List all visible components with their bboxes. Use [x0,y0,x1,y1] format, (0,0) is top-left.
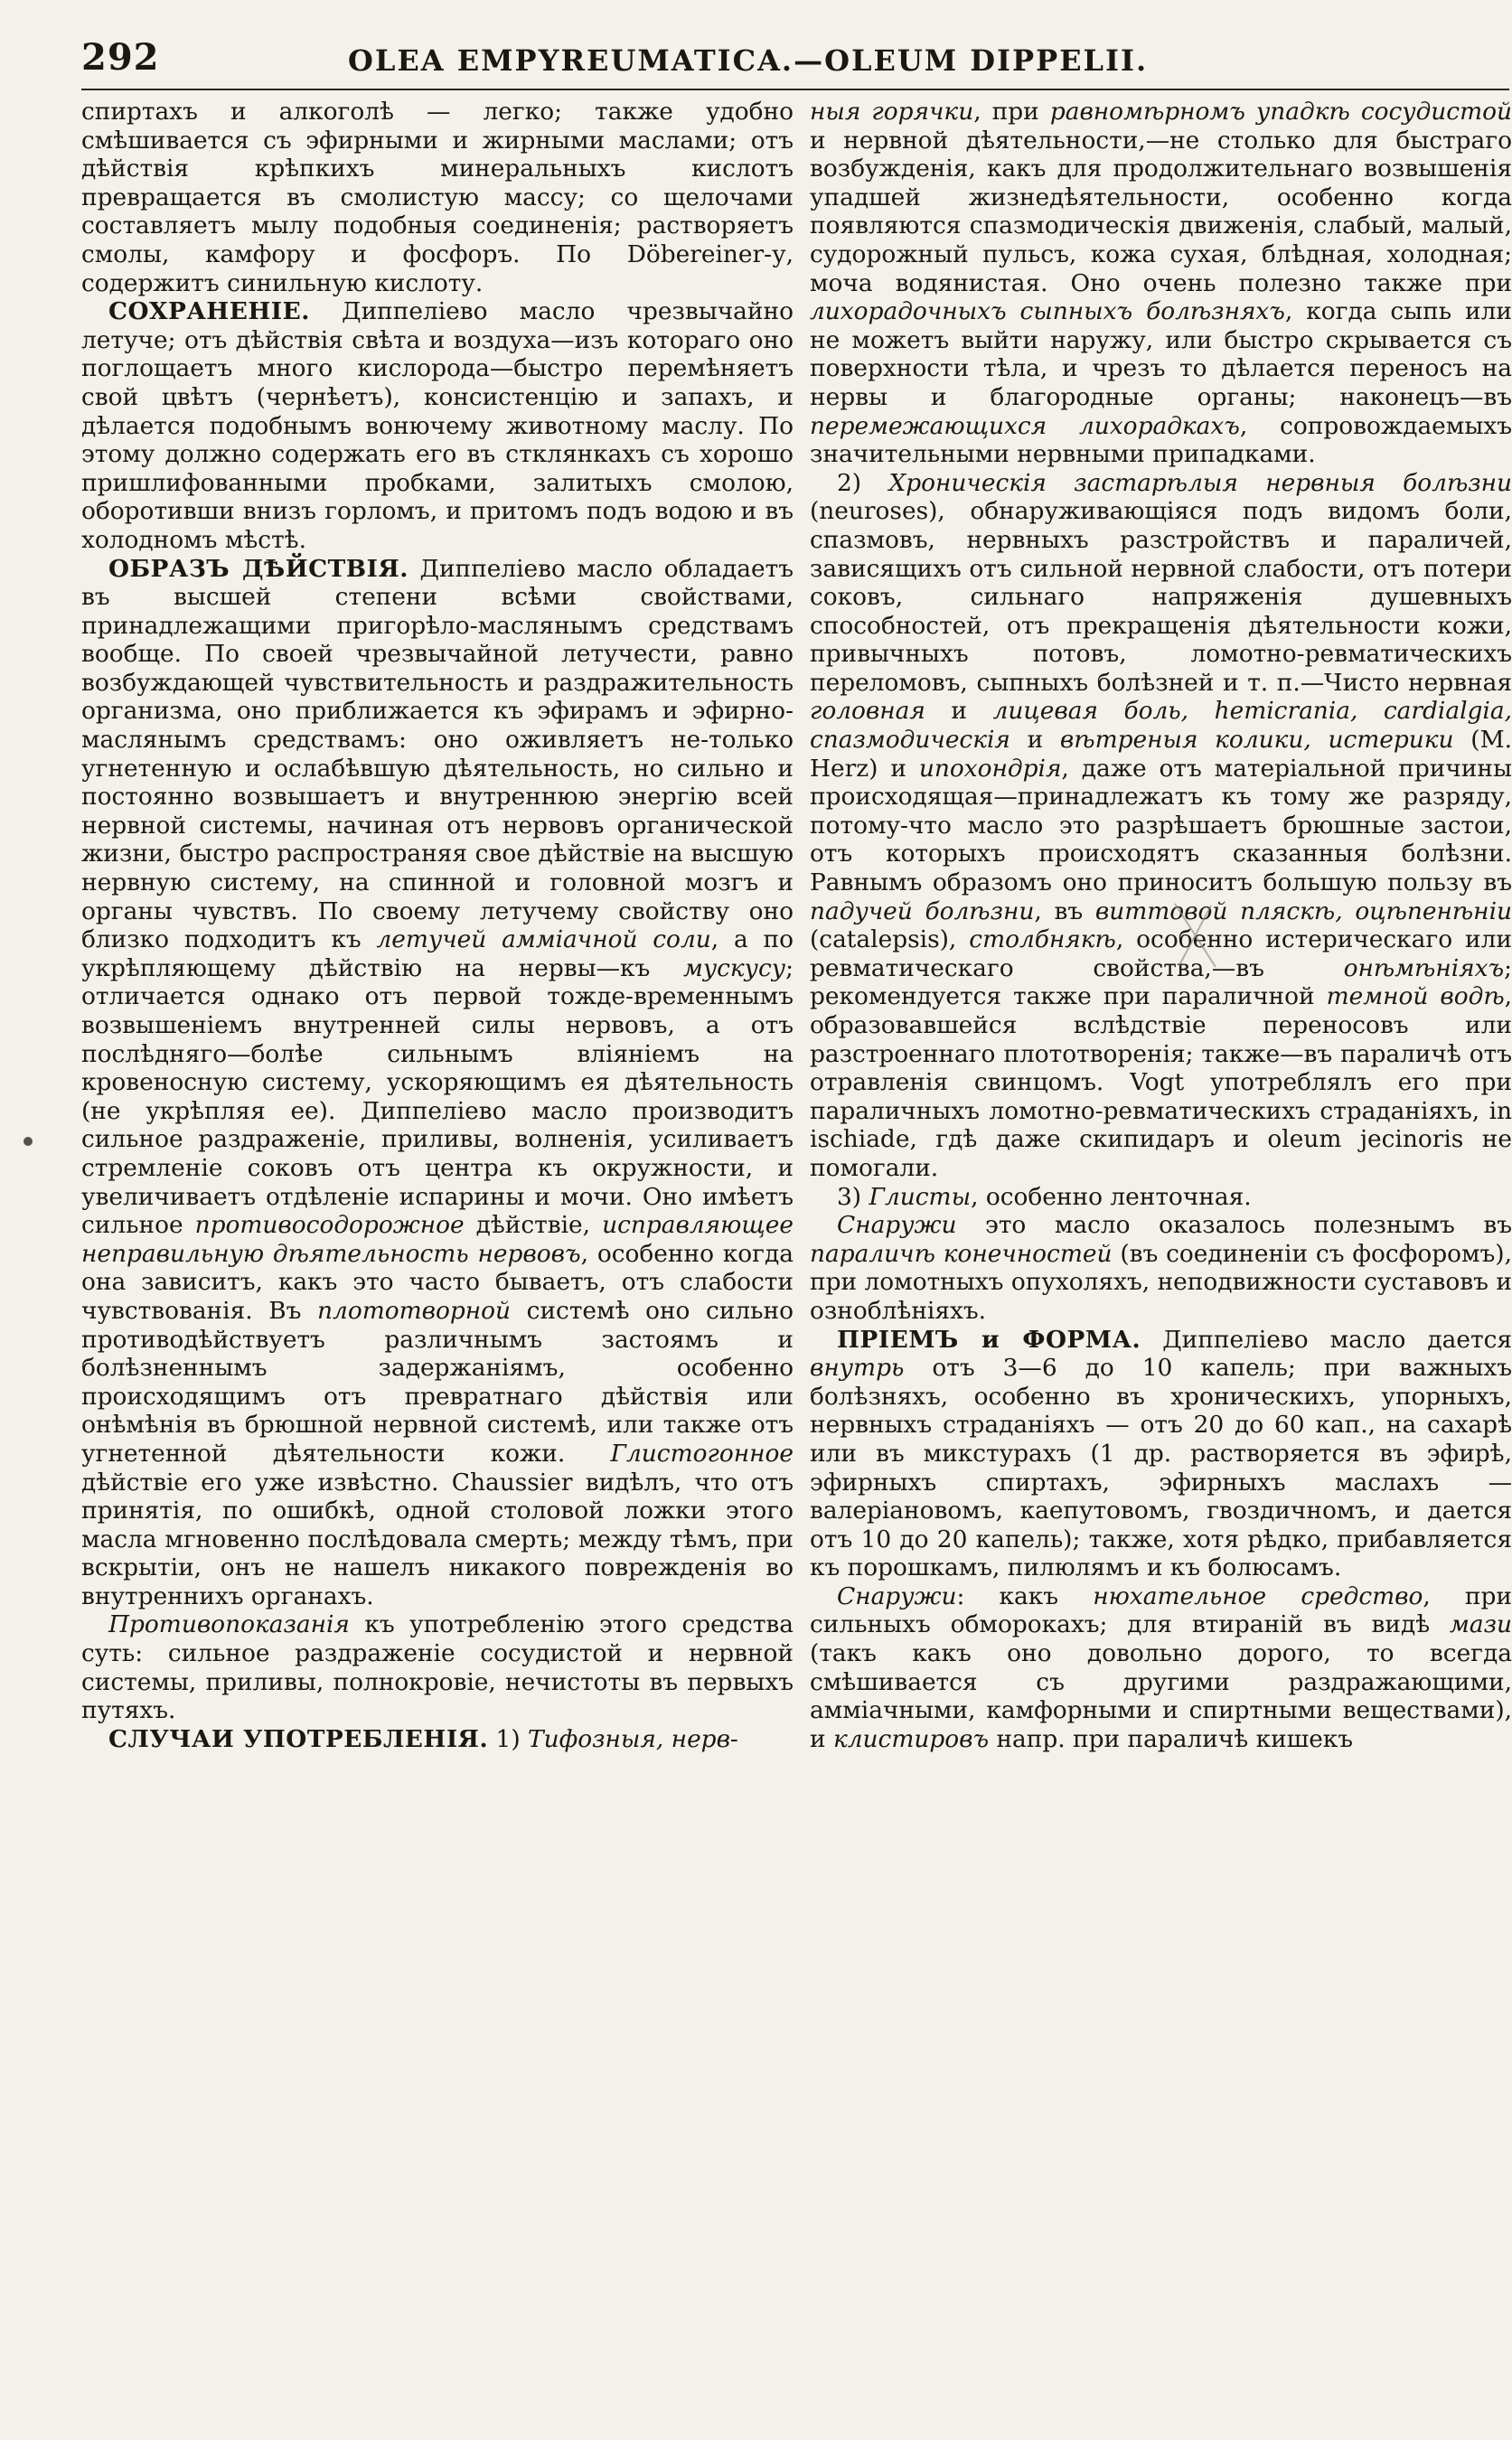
section-heading-uses: СЛУЧАИ УПОТРЕБЛЕНІЯ. [108,1724,489,1753]
right-column [810,98,1512,2425]
page-number: 292 [81,36,160,79]
paragraph-properties: спиртахъ и алкоголѣ — легко; также удобно смѣшивается съ эфирными и жирными маслами; отъ дѣйствія крѣпкихъ минеральныхъ кислотъ превращается въ смолистую массу; со щелочами составляетъ мылу подобныя соединенія; растворяетъ смолы, камфору и фосфоръ. По Döbereiner-у, содержитъ синильную кислоту. [81,98,794,297]
running-title: OLEA EMPYREUMATICA.—OLEUM DIPPELII. [348,43,1149,78]
left-column [81,98,794,2425]
header-rule [81,89,1509,90]
paragraph-worms: 3) Глисты, особенно ленточная. [837,1182,1252,1211]
paragraph-chronic-nervous: 2) Хроническія застарѣлыя нервныя болѣзни (neuroses), обнаруживающіяся подъ видомъ боли, спазмовъ, нервныхъ разстройствъ и параличей, зависящихъ отъ сильной нервной слабости, отъ потери соковъ, сильнаго напряженія душевныхъ способностей, отъ прекращенія дѣятельности кожи, привычныхъ потовъ, ломотно-ревматическихъ переломовъ, сыпныхъ болѣзней и т. п.—Чисто нервная головная и лицевая боль, hemicrania, cardialgia, спазмодическія и вѣтреныя колики, истерики (M. Herz) и ипохондрія, даже отъ матеріальной причины происходящая—принадлежатъ къ тому же разряду, потому-что масло это разрѣшаетъ брюшные застои, отъ которыхъ происходятъ сказанныя болѣзни. Равнымъ образомъ оно приноситъ большую пользу въ падучей болѣзни, въ виттовой пляскѣ, оцѣпенѣніи (catalepsis), столбнякѣ, особенно истерическаго или ревматическаго свойства,—въ онѣмѣніяхъ; рекомендуется также при параличной темной водѣ, образовавшейся вслѣдствіе переносовъ или разстроеннаго плототворенія; также—въ параличѣ отъ отравленія свинцомъ. Vogt употреблялъ его при параличныхъ ломотно-ревматическихъ страданіяхъ, in ischiade, гдѣ даже скипидаръ и oleum jecinoris не помогали. [810,468,1512,1182]
pencil-mark-icon [1166,895,1229,976]
paragraph-storage: СОХРАНЕНІЕ. Диппеліево масло чрезвычайно летуче; отъ дѣйствія свѣта и воздуха—изъ котораго оно поглощаетъ много кислорода—быстро перемѣняетъ свой цвѣтъ (чернѣетъ), консистенцію и запахъ, и дѣлается подобнымъ вонючему животному маслу. По этому должно содержать его въ стклянкахъ съ хорошо пришлифованными пробками, залитыхъ смолою, оборотивши внизъ горломъ, и притомъ подъ водою и въ холодномъ мѣстѣ. [81,297,794,554]
section-heading-action: ОБРАЗЪ ДѢЙСТВІЯ. [108,554,409,583]
paragraph-uses-continued: ныя горячки, при равномѣрномъ упадкѣ сосудистой и нервной дѣятельности,—не столько для быстраго возбужденія, какъ для продолжительнаго возвышенія упадшей жизнедѣятельности, особенно когда появляются спазмодическія движенія, слабый, малый, судорожный пульсъ, кожа сухая, блѣдная, холодная; моча водянистая. Оно очень полезно также при лихорадочныхъ сыпныхъ болѣзняхъ, когда сыпь или не можетъ выйти наружу, или быстро скрывается съ поверхности тѣла, и чрезъ то дѣлается переносъ на нервы и благородные органы; наконецъ—въ перемежающихся лихорадкахъ, сопровождаемыхъ значительными нервными припадками. [810,98,1512,469]
section-heading-dosage: ПРІЕМЪ и ФОРМА. [837,1325,1141,1354]
paragraph-action: ОБРАЗЪ ДѢЙСТВІЯ. Диппеліево масло обладаетъ въ высшей степени всѣми свойствами, принадлежащими пригорѣло-маслянымъ средствамъ вообще. По своей чрезвычайной летучести, равно возбуждающей чувствительность и раздражительность организма, оно приближается къ эфирамъ и эфирно-маслянымъ средствамъ: оно оживляетъ не-только угнетенную и ослабѣвшую дѣятельность, но сильно и постоянно возвышаетъ и внутреннюю энергію всей нервной системы, начиная отъ нервовъ органической жизни, быстро распространяя свое дѣйствіе на высшую нервную систему, на спинной и головной мозгъ и органы чувствъ. По своему летучему свойству оно близко подходитъ къ летучей аммiачной соли, а по укрѣпляющему дѣйствію на нервы—къ мускусу; отличается однако отъ первой тожде-временнымъ возвышеніемъ внутренней силы нервовъ, а отъ послѣдняго—болѣе сильнымъ вліяніемъ на кровеносную систему, ускоряющимъ ея дѣятельность (не укрѣпляя ее). Диппеліево масло производитъ сильное раздраженіе, приливы, волненія, усиливаетъ стремленіе соковъ отъ центра къ окружности, и увеличиваетъ отдѣленіе испарины и мочи. Оно имѣетъ сильное противосодорожное дѣйствіе, исправляющее неправильную дѣятельность нервовъ, особенно когда она зависитъ, какъ это часто бываетъ, отъ слабости чувствованія. Въ плототворной системѣ оно сильно противодѣйствуетъ различнымъ застоямъ и болѣзненнымъ задержаніямъ, особенно происходящимъ отъ превратнаго дѣйствія или онѣмѣнія въ брюшной нервной системѣ, или также отъ угнетенной дѣятельности кожи. Глистогонное дѣйствіе его уже извѣстно. Chaussier видѣлъ, что отъ принятія, по ошибкѣ, одной столовой ложки этого масла мгновенно послѣдовала смерть; между тѣмъ, при вскрытіи, онъ не нашелъ никакого поврежденія во внутреннихъ органахъ. [81,554,794,1610]
paragraph-dosage: ПРІЕМЪ и ФОРМА. Диппеліево масло дается внутрь отъ 3—6 до 10 капель; при важныхъ болѣзняхъ, особенно въ хроническихъ, упорныхъ, нервныхъ страданіяхъ — отъ 20 до 60 кап., на сахарѣ или въ микстурахъ (1 др. растворяется въ эфирѣ, эфирныхъ спиртахъ, эфирныхъ маслахъ — валеріановомъ, каепутовомъ, гвоздичномъ, и дается отъ 10 до 20 капель); также, хотя рѣдко, прибавляется къ порошкамъ, пилюлямъ и къ болюсамъ. [810,1325,1512,1582]
paragraph-external-use: Снаружи это масло оказалось полезнымъ въ параличѣ конечностей (въ соединеніи съ фосфоромъ), при ломотныхъ опухоляхъ, неподвижности суставовъ и озноблѣніяхъ. [810,1211,1512,1325]
paragraph-contraindications: Противопоказанія къ употребленію этого средства суть: сильное раздраженіе сосудистой и нервной системы, приливы, полнокровіе, нечистоты въ первыхъ путяхъ. [81,1610,794,1725]
page-header [81,36,1512,90]
paragraph-external-forms: Снаружи: какъ нюхательное средство, при сильныхъ обморокахъ; для втираній въ видѣ мази (такъ какъ оно довольно дорого, то всегда смѣшивается съ другими раздражающими, аммiачными, камфорными и спиртными веществами), и клистировъ напр. при параличѣ кишекъ [810,1581,1512,1753]
section-heading-storage: СОХРАНЕНІЕ. [108,297,310,326]
margin-dot-icon [23,1137,33,1146]
paragraph-uses: СЛУЧАИ УПОТРЕБЛЕНІЯ. 1) Тифозныя, нерв- [108,1724,738,1753]
